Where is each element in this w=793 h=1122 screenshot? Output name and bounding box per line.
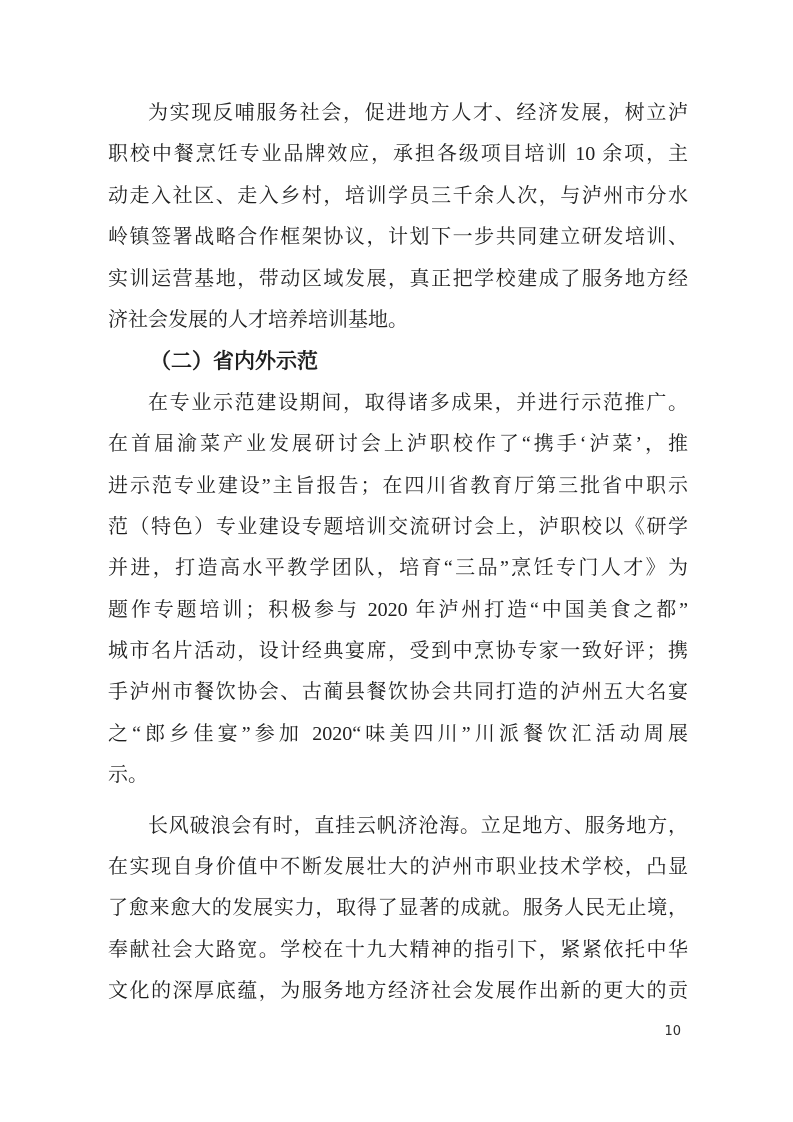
- paragraph: [108, 93, 688, 341]
- text-line: 文化的深厚底蕴，为服务地方经济社会发展作出新的更大的贡: [108, 980, 688, 1003]
- text-line: 进示范专业建设”主旨报告；在四川省教育厅第三批省中职示: [108, 474, 688, 497]
- document-content: [108, 93, 688, 1013]
- text-line: 岭镇签署战略合作框架协议，计划下一步共同建立研发培训、: [108, 226, 688, 249]
- text-line: 手泸州市餐饮协会、古蔺县餐饮协会共同打造的泸州五大名宴: [108, 681, 688, 704]
- section-heading: （二）省内外示范: [150, 349, 318, 374]
- text-line: 了愈来愈大的发展实力，取得了显著的成就。服务人民无止境，: [108, 897, 688, 920]
- text-line: 动走入社区、走入乡村，培训学员三千余人次，与泸州市分水: [108, 184, 688, 207]
- text-line: 职校中餐烹饪专业品牌效应，承担各级项目培训 10 余项，主: [108, 143, 688, 166]
- text-line: 在专业示范建设期间，取得诸多成果，并进行示范推广。: [148, 391, 688, 414]
- page-number: 10: [664, 1024, 681, 1039]
- text-line: 城市名片活动，设计经典宴席，受到中烹协专家一致好评；携: [108, 640, 688, 663]
- text-line: 为实现反哺服务社会，促进地方人才、经济发展，树立泸: [148, 102, 688, 124]
- text-line: 在首届渝菜产业发展研讨会上泸职校作了“携手‘泸菜’，推: [108, 433, 688, 456]
- text-line: 济社会发展的人才培养培训基地。: [108, 308, 408, 331]
- text-line: 实训运营基地，带动区域发展，真正把学校建成了服务地方经: [108, 267, 688, 290]
- text-line: 在实现自身价值中不断发展壮大的泸州市职业技术学校，凸显: [108, 856, 688, 879]
- paragraph: [108, 383, 688, 797]
- text-line: 并进，打造高水平教学团队，培育“三品”烹饪专门人才》为: [108, 557, 688, 580]
- text-line: 范（特色）专业建设专题培训交流研讨会上，泸职校以《研学: [108, 515, 688, 538]
- text-line: 之“郎乡佳宴”参加 2020“味美四川”川派餐饮汇活动周展: [108, 722, 688, 745]
- paragraph: [108, 806, 688, 1013]
- text-line: 奉献社会大路宽。学校在十九大精神的指引下，紧紧依托中华: [108, 938, 688, 961]
- text-line: 示。: [108, 764, 148, 787]
- text-line: 长风破浪会有时，直挂云帆济沧海。立足地方、服务地方，: [148, 814, 688, 837]
- text-line: 题作专题培训；积极参与 2020 年泸州打造“中国美食之都”: [108, 598, 688, 621]
